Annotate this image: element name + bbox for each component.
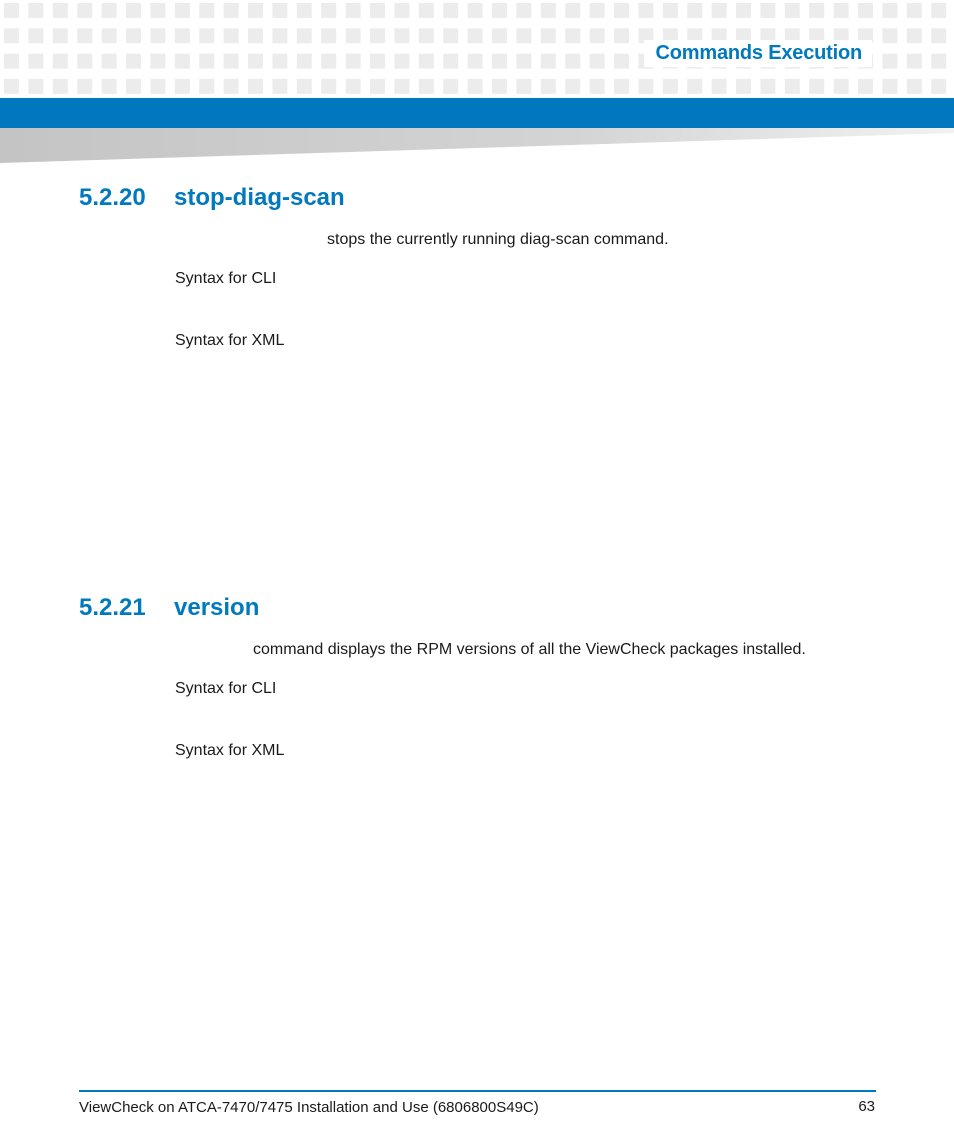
section-title: version	[174, 594, 260, 621]
section-heading-stop-diag-scan	[79, 184, 345, 212]
syntax-xml-label: Syntax for XML	[175, 332, 285, 349]
footer-rule	[79, 1090, 876, 1092]
syntax-xml-label: Syntax for XML	[175, 742, 285, 759]
running-header-title: Commands Execution	[644, 40, 872, 67]
page-header	[0, 0, 954, 165]
section-title: stop-diag-scan	[174, 184, 345, 211]
section-number: 5.2.21	[79, 594, 146, 621]
section-number: 5.2.20	[79, 184, 146, 211]
footer-document-title: ViewCheck on ATCA-7470/7475 Installation and Use (6806800S49C)	[79, 1099, 539, 1116]
syntax-cli-label: Syntax for CLI	[175, 270, 277, 287]
section-description: stops the currently running diag-scan command.	[327, 231, 669, 248]
footer-page-number: 63	[858, 1098, 875, 1115]
section-heading-version	[79, 594, 259, 622]
syntax-cli-label: Syntax for CLI	[175, 680, 277, 697]
header-gray-wedge	[0, 128, 954, 164]
section-description: command displays the RPM versions of all the ViewCheck packages installed.	[253, 641, 806, 658]
header-blue-bar	[0, 98, 954, 128]
